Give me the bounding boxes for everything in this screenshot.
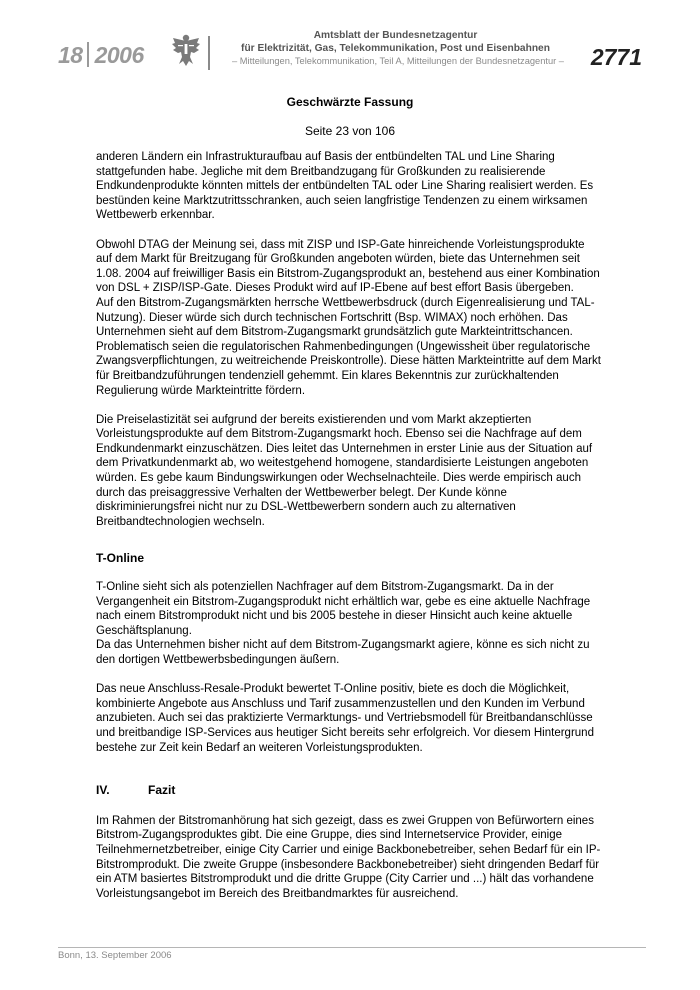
publication-subtitle: – Mitteilungen, Telekommunikation, Teil A, Mitteilungen der Bundesnetzagentur – [232,56,564,66]
document-title: Geschwärzte Fassung [286,95,414,109]
issue-year: 2006 [94,42,144,68]
paragraph: Das neue Anschluss-Resale-Produkt bewertet T-Online positiv, biete es doch die Möglichkeit, kombinierte Angebote aus Anschluss und Tarif zusammenzustellen und den Kunden im Verbund anzubieten. Auch sei das praktizierte Vermarktungs- und Vertriebsmodell für Breitbandanschlüsse und breitbandige ISP-Services aus heutiger Sicht bereits sehr erfolgreich. Vor diesem Hintergrund bestehe zur Zeit kein Bedarf an weiteren Vorleistungsprodukten. [96,683,594,754]
publication-title-line1: Amtsblatt der Bundesnetzagentur [313,30,478,41]
paragraph: Im Rahmen der Bitstromanhörung hat sich gezeigt, dass es zwei Gruppen von Befürwortern eines Bitstrom-Zugangsproduktes gibt. Die eine Gruppe, dies sind Internetservice Provider, einige Teilnehmernetzbetreiber, einige City Carrier und einige Backbonebetreiber, sehen Bedarf für ein IP-Bitstromprodukt. Die zweite Gruppe (insbesondere Backbonebetreiber) sieht dringenden Bedarf für ein ATM basiertes Bitstromprodukt und die dritte Gruppe (City Carrier und ...) hält das vorhandene Vorleistungsangebot im Bereich des Breitbandmarktes für ausreichend. [96,814,601,900]
paragraph: Da das Unternehmen bisher nicht auf dem Bitstrom-Zugangsmarkt agiere, könne es sich nicht zu den dortigen Wettbewerbsbedingungen äußern. [96,639,590,666]
paragraph: T-Online sieht sich als potenziellen Nachfrager auf dem Bitstrom-Zugangsmarkt. Da in der Vergangenheit ein Bitstrom-Zugangsprodukt nicht erhältlich war, gebe es eine aktuelle Nachfrage nach einem Bitstromprodukt nicht und bis 2005 bestehe in dieser Hinsicht auch keine aktuelle Geschäftsplanung. [96,581,591,637]
section-heading-fazit [96,783,602,798]
issue-separator [87,42,89,67]
publication-title [218,30,573,55]
section-title: Fazit [148,783,176,798]
main-content [96,150,602,916]
issue-label [58,42,144,69]
issue-number: 18 [58,42,83,68]
paragraph: Die Preiselastizität sei aufgrund der bereits existierenden und vom Markt akzeptierten Vorleistungsprodukte auf dem Bitstrom-Zugangsmarkt hoch. Ebenso sei die Nachfrage auf dem Endkundenmarkt einzuschätzen. Dies leitet das Unternehmen in erster Linie aus der Situation auf dem Privatkundenmarkt ab, wo weitestgehend homogene, standardisierte Leistungen angeboten würden. Es gebe kaum Bindungswirkungen oder Wechselnachteile. Dies werde empirisch auch durch das preisaggressive Verhalten der Wettbewerber belegt. Der Kunde könne diskriminierungsfrei nicht nur zu DSL-Wettbewerbern sondern auch zu alternativen Breitbandtechnologien wechseln. [96,413,593,528]
paragraph: Obwohl DTAG der Meinung sei, dass mit ZISP und ISP-Gate hinreichende Vorleistungsprodukte auf dem Markt für Breitzugang für Großkunden angeboten würden, biete das Unternehmen seit 1.08. 2004 auf freiwilliger Basis ein Bitstrom-Zugangsprodukt an, bestehend aus einer Kombination von DSL + ZISP/ISP-Gate. Dieses Produkt wird auf IP-Ebene auf best effort Basis übergeben. [96,238,600,295]
section-heading-tonline: T-Online [96,551,144,566]
paragraph: anderen Ländern ein Infrastrukturaufbau auf Basis der entbündelten TAL und Line Sharing stattgefunden habe. Jegliche mit dem Breitbandzugang für Großkunden zu realisierende Endkundenprodukte könnten mittels der entbündelten TAL oder Line Sharing realisiert werden. Es bestünden keine Marktzutrittsschranken, auch seien langfristige Tendenzen zu einem wirksamen Wettbewerb erkennbar. [96,151,594,222]
footer-location-date: Bonn, 13. September 2006 [58,950,172,961]
header-divider [208,36,210,70]
paragraph: Auf den Bitstrom-Zugangsmärkten herrsche Wettbewerbsdruck (durch Eigenrealisierung und TAL-Nutzung). Dieser würde sich durch technischen Fortschritt (Bsp. WIMAX) noch erhöhen. Das Unternehmen sieht auf dem Bitstrom-Zugangsmarkt grundsätzlich gute Markteintrittschancen. Problematisch seien die regulatorischen Rahmenbedingungen (Ungewissheit über regulatorische Zwangsverpflichtungen, zu weitreichende Preiskontrolle). Diese hätten Markteintritte auf dem Markt für Breitbandzuführungen tendenziell gehemmt. Ein klares Bekenntnis zur zurückhaltenden Regulierung würde Markteintritte fördern. [96,296,601,397]
document-page-info: Seite 23 von 106 [304,124,396,138]
federal-eagle-icon [170,32,202,68]
page-header [0,0,700,90]
page-number: 2771 [590,44,642,70]
section-number: IV. [96,783,110,798]
footer-divider [58,947,646,948]
publication-title-line2: für Elektrizität, Gas, Telekommunikation, Post und Eisenbahnen [241,42,550,54]
